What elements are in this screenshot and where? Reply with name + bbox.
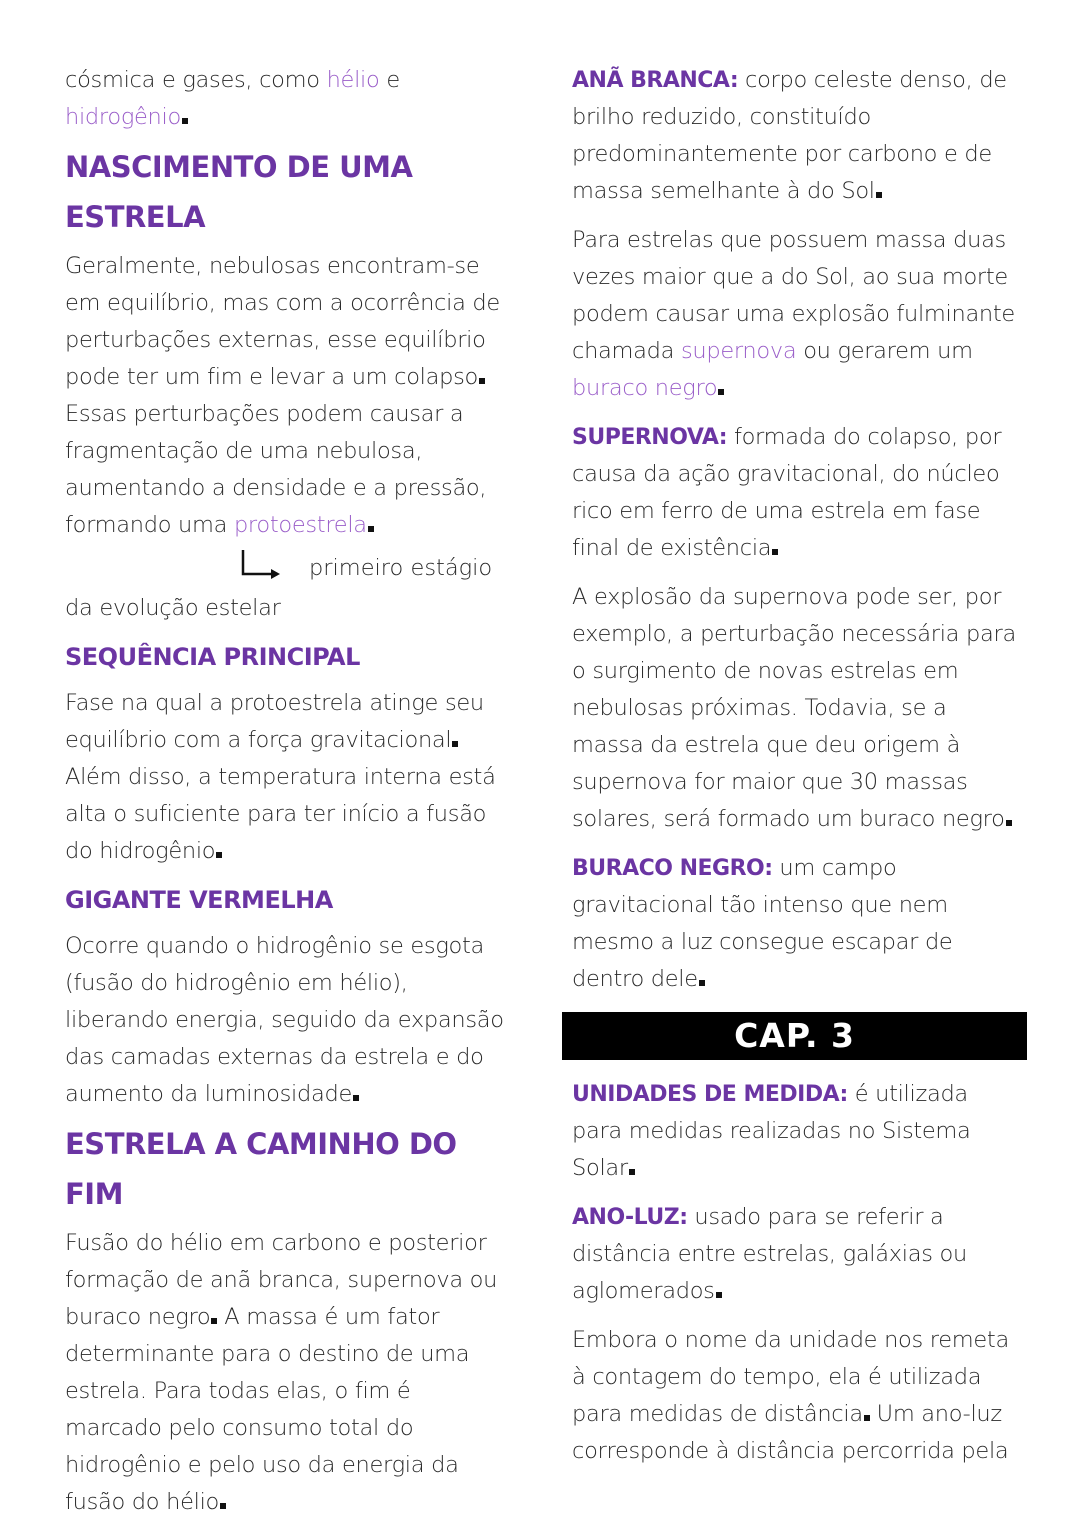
heading-gigante: GIGANTE VERMELHA xyxy=(65,886,333,914)
highlight-protoestrela: protoestrela xyxy=(233,512,367,538)
period-mark xyxy=(479,378,485,384)
left-column xyxy=(65,62,510,1521)
corner-arrow-icon xyxy=(241,550,281,580)
chapter-banner: CAP. 3 xyxy=(562,1012,1027,1060)
period-mark xyxy=(216,852,222,858)
period-mark xyxy=(1006,820,1012,826)
buraco-negro-paragraph: BURACO NEGRO: um campo gravitacional tão intenso que nem mesmo a luz consegue escapar de dentro dele xyxy=(572,855,953,992)
heading-nascimento: NASCIMENTO DE UMA ESTRELA xyxy=(65,150,413,234)
ano-luz-paragraph: ANO-LUZ: usado para se referir a distância entre estrelas, galáxias ou aglomerados xyxy=(572,1204,967,1304)
embora-paragraph: Embora o nome da unidade nos remeta à contagem do tempo, ela é utilizada para medidas de distância Um ano-luz corresponde à distância percorrida pela xyxy=(572,1327,1009,1464)
fim-paragraph: Fusão do hélio em carbono e posterior formação de anã branca, supernova ou buraco negro A massa é um fator determinante para o destino de uma estrela. Para todas elas, o fim é marcado pelo consumo total do hidrogênio e pelo uso da energia da fusão do hélio xyxy=(65,1230,498,1515)
period-mark xyxy=(718,389,724,395)
term-buraco-negro: BURACO NEGRO: xyxy=(572,856,773,881)
arrow-annotation xyxy=(65,550,510,590)
term-supernova: SUPERNOVA: xyxy=(572,425,728,450)
period-mark xyxy=(699,980,705,986)
period-mark xyxy=(716,1292,722,1298)
period-mark xyxy=(876,192,882,198)
unidades-paragraph: UNIDADES DE MEDIDA: é utilizada para medidas realizadas no Sistema Solar xyxy=(572,1081,971,1181)
period-mark xyxy=(772,549,778,555)
heading-sequencia: SEQUÊNCIA PRINCIPAL xyxy=(65,643,360,671)
period-mark xyxy=(452,741,458,747)
highlight-hidrogenio: hidrogênio xyxy=(65,104,181,130)
intro-paragraph: cósmica e gases, como hélio e hidrogênio xyxy=(65,67,400,130)
arrow-note: primeiro estágio xyxy=(309,555,493,581)
period-mark xyxy=(220,1503,226,1509)
sequencia-paragraph: Fase na qual a protoestrela atinge seu equilíbrio com a força gravitacional Além disso, a temperatura interna está alta o suficiente para ter início a fusão do hidrogênio xyxy=(65,690,496,864)
highlight-helio: hélio xyxy=(326,67,380,93)
heading-fim: ESTRELA A CAMINHO DO FIM xyxy=(65,1127,457,1211)
right-column xyxy=(572,62,1017,1470)
arrow-note-continuation: da evolução estelar xyxy=(65,595,281,621)
period-mark xyxy=(353,1095,359,1101)
supernova-paragraph: SUPERNOVA: formada do colapso, por causa da ação gravitacional, do núcleo rico em ferro de uma estrela em fase final de existência xyxy=(572,424,1002,561)
term-unidades: UNIDADES DE MEDIDA: xyxy=(572,1082,848,1107)
highlight-supernova: supernova xyxy=(680,338,797,364)
term-ana-branca: ANÃ BRANCA: xyxy=(572,68,739,93)
period-mark xyxy=(368,526,374,532)
explosao-paragraph: A explosão da supernova pode ser, por exemplo, a perturbação necessária para o surgimento de novas estrelas em nebulosas próximas. Todavia, se a massa da estrela que deu origem à supernova for maior que 30 massas solares, será formado um buraco negro xyxy=(572,584,1016,832)
term-ano-luz: ANO-LUZ: xyxy=(572,1205,688,1230)
gigante-paragraph: Ocorre quando o hidrogênio se esgota (fusão do hidrogênio em hélio), liberando energia, seguido da expansão das camadas externas da estrela e do aumento da luminosidade xyxy=(65,933,504,1107)
highlight-buraco-negro: buraco negro xyxy=(572,375,718,401)
nascimento-paragraph: Geralmente, nebulosas encontram-se em equilíbrio, mas com a ocorrência de perturbações externas, esse equilíbrio pode ter um fim e levar a um colapso Essas perturbações podem causar a fragmentação de uma nebulosa, aumentando a densidade e a pressão, formando uma protoestrela xyxy=(65,253,500,538)
period-mark xyxy=(182,118,188,124)
ana-branca-paragraph: ANÃ BRANCA: corpo celeste denso, de brilho reduzido, constituído predominantemente por carbono e de massa semelhante à do Sol xyxy=(572,67,1007,204)
massa-paragraph: Para estrelas que possuem massa duas vezes maior que a do Sol, ao sua morte podem causar uma explosão fulminante chamada supernova ou gerarem um buraco negro xyxy=(572,227,1015,401)
period-mark xyxy=(629,1169,635,1175)
